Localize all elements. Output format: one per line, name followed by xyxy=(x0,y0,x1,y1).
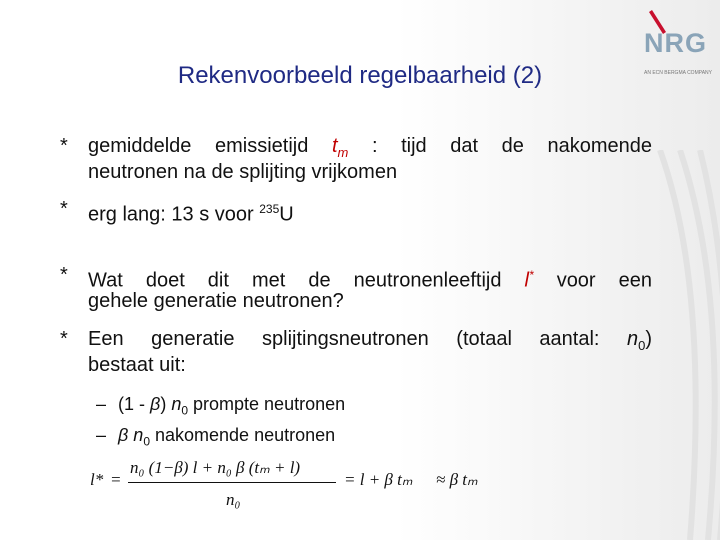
formula-equals: = xyxy=(110,470,122,489)
lifetime-formula xyxy=(88,452,508,522)
bullet-text: Een generatie splijtingsneutronen (totaal aantal: $n_0$) xyxy=(88,328,652,353)
bullet-text: gehele generatie neutronen? xyxy=(88,290,344,312)
bullet-text: neutronen na de splijting vrijkomen xyxy=(88,161,398,183)
formula-lhs: l* xyxy=(90,470,104,489)
bullet-text: erg lang: 13 s voor $^{235}$U xyxy=(88,202,294,226)
formula-rhs: = l + β tₘ xyxy=(344,470,413,489)
bullet-marker: * xyxy=(60,198,68,220)
logo-subtext: AN ECN BERGMA COMPANY xyxy=(644,70,712,76)
nrg-logo xyxy=(644,8,716,78)
page-title: Rekenvoorbeeld regelbaarheid (2) xyxy=(177,62,543,89)
decorative-sidebar-icon xyxy=(650,150,720,540)
bullet-text: gemiddelde emissietijd $t_m$ : tijd dat de nakomende xyxy=(88,135,652,160)
bullet-marker: * xyxy=(60,264,68,286)
bullet-marker: * xyxy=(60,135,68,157)
logo-text: NRG xyxy=(644,28,707,58)
bullet-marker: * xyxy=(60,328,68,350)
bullet-text: Wat doet dit met de neutronenleeftijd l* voor een xyxy=(88,268,652,292)
fraction-bar xyxy=(128,482,336,483)
formula-numerator: n₀ (1−β) l + n₀ β (tₘ + l) xyxy=(130,458,301,477)
formula-denominator: n₀ xyxy=(226,490,241,509)
bullet-text: bestaat uit: xyxy=(88,354,186,376)
formula-approx: ≈ β tₘ xyxy=(436,470,478,489)
